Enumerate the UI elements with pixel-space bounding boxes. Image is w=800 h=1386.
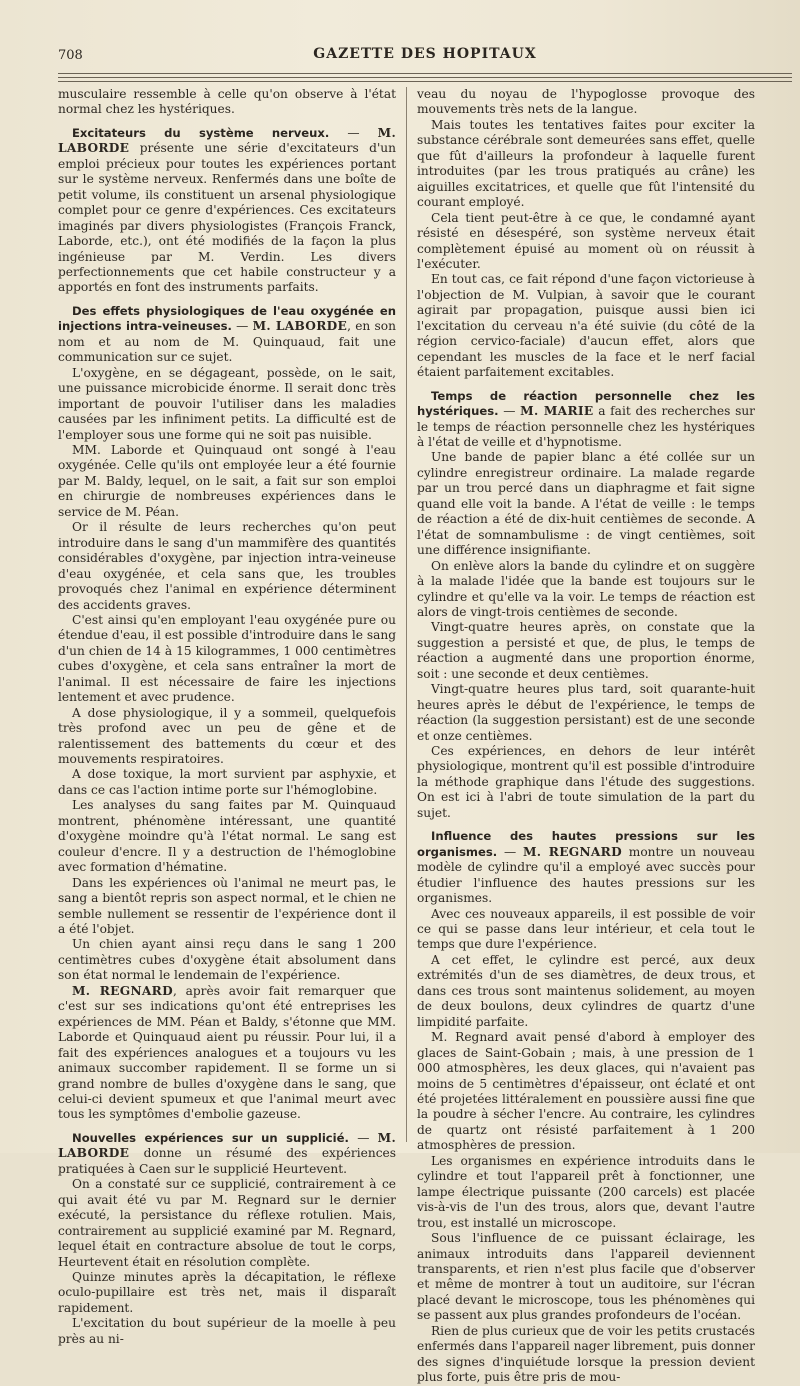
paragraph-text: , après avoir fait remarquer que c'est sur ses indications qu'ont été entreprises les expériences de MM. Péan et Baldy, s'étonne que MM. Laborde et Quinquaud aient pu réussir. Pour lui, il a fait des expériences analogues et a toujours vu les animaux succomber rapidement. Il se forme un si grand nombre de bulles d'oxygène dans le sang, que celui-ci devient spumeux et que l'animal meurt avec tous les symptômes d'embolie gazeuse. [58,983,396,1122]
author-name: M. MARIE [520,404,594,419]
paragraph-text: montre un nouveau modèle de cylindre qu'il a employé avec succès pour étudier l'influence des hautes pressions sur les organismes. [417,844,755,906]
paragraph: Avec ces nouveaux appareils, il est possible de voir ce qui se passe dans leur intérieur, et cela tout le temps que dure l'expérience. [417,906,755,952]
right-column [417,87,755,1385]
header-rule [58,73,792,74]
paragraph: Or il résulte de leurs recherches qu'on peut introduire dans le sang d'un mammifère des quantités considérables d'oxygène, par injection intra-veineuse d'eau oxygénée, et cela sans que, les troubles provoqués chez l'animal en expérience déterminent des accidents graves. [58,520,396,612]
section-heading: Des effets physiologiques de l'eau oxygénée en injections intra-veineuses. [58,303,396,334]
paragraph: Une bande de papier blanc a été collée sur un cylindre enregistreur ordinaire. La malade regarde par un trou percé dans un diaphragme et fait signe quand elle voit la bande. A l'état de veille : le temps de réaction a été de dix-huit centièmes de seconde. A l'état de somnambulisme : de vingt centièmes, soit une différence insignifiante. [417,450,755,558]
paragraph: L'excitation du bout supérieur de la moelle à peu près au ni- [58,1316,396,1346]
paragraph: L'oxygène, en se dégageant, possède, on le sait, une puissance microbicide énorme. Il serait donc très important de pouvoir l'utiliser dans les maladies causées par les infiniment petits. La difficulté est de l'employer sous une forme qui ne soit pas nuisible. [58,365,396,442]
section-hautes-pressions [417,829,755,906]
paragraph: veau du noyau de l'hypoglosse provoque des mouvements très nets de la langue. [417,87,755,117]
dash: — [231,319,253,334]
section-supplicie [58,1131,396,1177]
paragraph: Rien de plus curieux que de voir les petits crustacés enfermés dans l'appareil nager librement, puis donner des signes d'inquiétude lorsque la pression devient plus forte, puis être pris de mou- [417,1323,755,1385]
section-heading: Influence des hautes pressions sur les organismes. [417,829,755,859]
header-rule [58,81,792,82]
paragraph: A dose physiologique, il y a sommeil, quelquefois très profond avec un peu de gêne et de ralentissement des battements du cœur et des mouvements respiratoires. [58,705,396,767]
running-title: GAZETTE DES HOPITAUX [313,46,537,62]
dash: — [329,125,378,140]
author-name: M. LABORDE [252,319,348,334]
page-number: 708 [58,48,83,63]
paragraph: Cela tient peut-être à ce que, le condamné ayant résisté en désespéré, son système nerveux était complètement épuisé au moment où on réussit à l'exécuter. [417,210,755,271]
page-header [58,44,792,66]
paragraph: M. Regnard avait pensé d'abord à employer des glaces de Saint-Gobain ; mais, à une pression de 1 000 atmosphères, les deux glaces, qui n'avaient pas moins de 5 centimètres d'épaisseur, ont éclaté et ont été projetées littéralement en poussière aussi fine que la poudre à sécher l'encre. Au contraire, les cylindres de quartz ont résisté parfaitement à 1 200 atmosphères de pression. [417,1030,755,1153]
paragraph [58,984,396,1123]
paragraph: MM. Laborde et Quinquaud ont songé à l'eau oxygénée. Celle qu'ils ont employée leur a été fournie par M. Baldy, lequel, on le sait, a fait sur son emploi en chirurgie de nombreuses expériences dans le service de M. Péan. [58,442,396,519]
paragraph: Vingt-quatre heures plus tard, soit quarante-huit heures après le début de l'expérience, le temps de réaction (la suggestion persistant) est de une seconde et onze centièmes. [417,682,755,743]
paragraph: Les analyses du sang faites par M. Quinquaud montrent, phénomène intéressant, une quantité d'oxygène moindre qu'à l'état normal. Le sang est couleur d'encre. Il y a destruction de l'hémoglobine avec formation d'hématine. [58,798,396,875]
section-heading: Excitateurs du système nerveux. [72,125,330,140]
author-name: M. LABORDE [58,1130,397,1161]
paragraph: A dose toxique, la mort survient par asphyxie, et dans ce cas l'action intime porte sur l'hémoglobine. [58,767,396,797]
dash: — [497,844,523,859]
paragraph-text: a fait des recherches sur le temps de réaction personnelle chez les hystériques à l'état de veille et d'hypnotisme. [417,404,755,449]
paragraph: Les organismes en expérience introduits dans le cylindre et tout l'appareil prêt à fonctionner, une lampe électrique puissante (200 carcels) est placée vis-à-vis de l'un des trous, alors que, devant l'autre trou, est installé un microscope. [417,1153,755,1230]
paragraph: Mais toutes les tentatives faites pour exciter la substance cérébrale sont demeurées sans effet, quelle que fût d'ailleurs la profondeur à laquelle furent introduites (par les trous pratiqués au crâne) les aiguilles excitatrices, et quelle que fût l'intensité du courant employé. [417,117,755,210]
paragraph: Sous l'influence de ce puissant éclairage, les animaux introduits dans l'appareil deviennent transparents, et rien n'est plus facile que d'observer et même de montrer à tout un auditoire, sur l'écran placé devant le microscope, tous les phénomènes qui se passent aux plus grandes profondeurs de l'océan. [417,1231,755,1323]
author-name: M. LABORDE [58,125,397,156]
section-excitateurs [58,126,396,296]
section-heading: Nouvelles expériences sur un supplicié. [72,1130,349,1145]
section-heading: Temps de réaction personnelle chez les hystériques. [417,388,755,419]
paragraph: musculaire ressemble à celle qu'on observe à l'état normal chez les hystériques. [58,87,396,117]
dash: — [498,404,521,419]
paragraph: Un chien ayant ainsi reçu dans le sang 1 200 centimètres cubes d'oxygène était absolument dans son état normal le lendemain de l'expérience. [58,937,396,983]
paragraph: Vingt-quatre heures après, on constate que la suggestion a persisté et que, de plus, le temps de réaction a augmenté dans une proportion énorme, soit : une seconde et deux centièmes. [417,620,755,681]
header-rule [58,77,792,78]
paragraph: On a constaté sur ce supplicié, contrairement à ce qui avait été vu par M. Regnard sur le dernier exécuté, la persistance du réflexe rotulien. Mais, contrairement au supplicié examiné par M. Regnard, lequel était en contracture absolue de tout le corps, Heurtevent était en résolution complète. [58,1177,396,1269]
section-temps-reaction [417,389,755,451]
dash: — [348,1130,378,1145]
paragraph: C'est ainsi qu'en employant l'eau oxygénée pure ou étendue d'eau, il est possible d'introduire dans le sang d'un chien de 14 à 15 kilogrammes, 1 000 centimètres cubes d'oxygène, et cela sans entraîner la mort de l'animal. Il est nécessaire de faire les injections lentement et avec prudence. [58,612,397,705]
author-name: M. REGNARD [522,844,622,859]
paragraph-text: , en son nom et au nom de M. Quinquaud, fait une communication sur ce sujet. [58,319,396,365]
paragraph-text: donne un résumé des expériences pratiquées à Caen sur le supplicié Heurtevent. [58,1146,396,1176]
paragraph: A cet effet, le cylindre est percé, aux deux extrémités d'un de ses diamètres, de deux trous, et dans ces trous sont maintenus solidement, au moyen de deux boulons, deux cylindres de quartz d'une limpidité parfaite. [417,952,755,1029]
paragraph: Quinze minutes après la décapitation, le réflexe oculo-pupillaire est très net, mais il disparaît rapidement. [58,1269,396,1315]
paragraph: On enlève alors la bande du cylindre et on suggère à la malade l'idée que la bande est toujours sur le cylindre et qu'elle va la voir. Le temps de réaction est alors de vingt-trois centièmes de seconde. [417,558,755,619]
paragraph-text: présente une série d'excitateurs d'un emploi précieux pour toutes les expériences portant sur le système nerveux. Renfermés dans une boîte de petit volume, ils constituent un arsenal physiologique complet pour ce genre d'expériences. Ces excitateurs imaginés par divers physiologistes (François Franck, Laborde, etc.), ont été modifiés de la façon la plus ingénieuse par M. Verdin. Les divers perfectionnements que cet habile constructeur y a apportés en font des instruments parfaits. [58,141,396,295]
author-name: M. REGNARD [72,983,173,998]
paragraph: En tout cas, ce fait répond d'une façon victorieuse à l'objection de M. Vulpian, à savoir que le courant agirait par propagation, puisque aussi bien ici l'excitation du cerveau n'a été suivie (du côté de la région cervico-faciale) d'aucun effet, alors que cependant les muscles de la face et le nerf facial étaient parfaitement excitables. [417,272,755,380]
section-eau-oxygenee [58,304,396,366]
left-column [58,87,397,1346]
paragraph: Ces expériences, en dehors de leur intérêt physiologique, montrent qu'il est possible d'introduire la méthode graphique dans l'étude des suggestions. On est ici à l'abri de toute simulation de la part du sujet. [417,744,755,820]
column-divider [406,87,407,1142]
paragraph: Dans les expériences où l'animal ne meurt pas, le sang a bientôt repris son aspect normal, et le chien ne semble nullement se ressentir de l'expérience dont il a été l'objet. [58,875,396,937]
